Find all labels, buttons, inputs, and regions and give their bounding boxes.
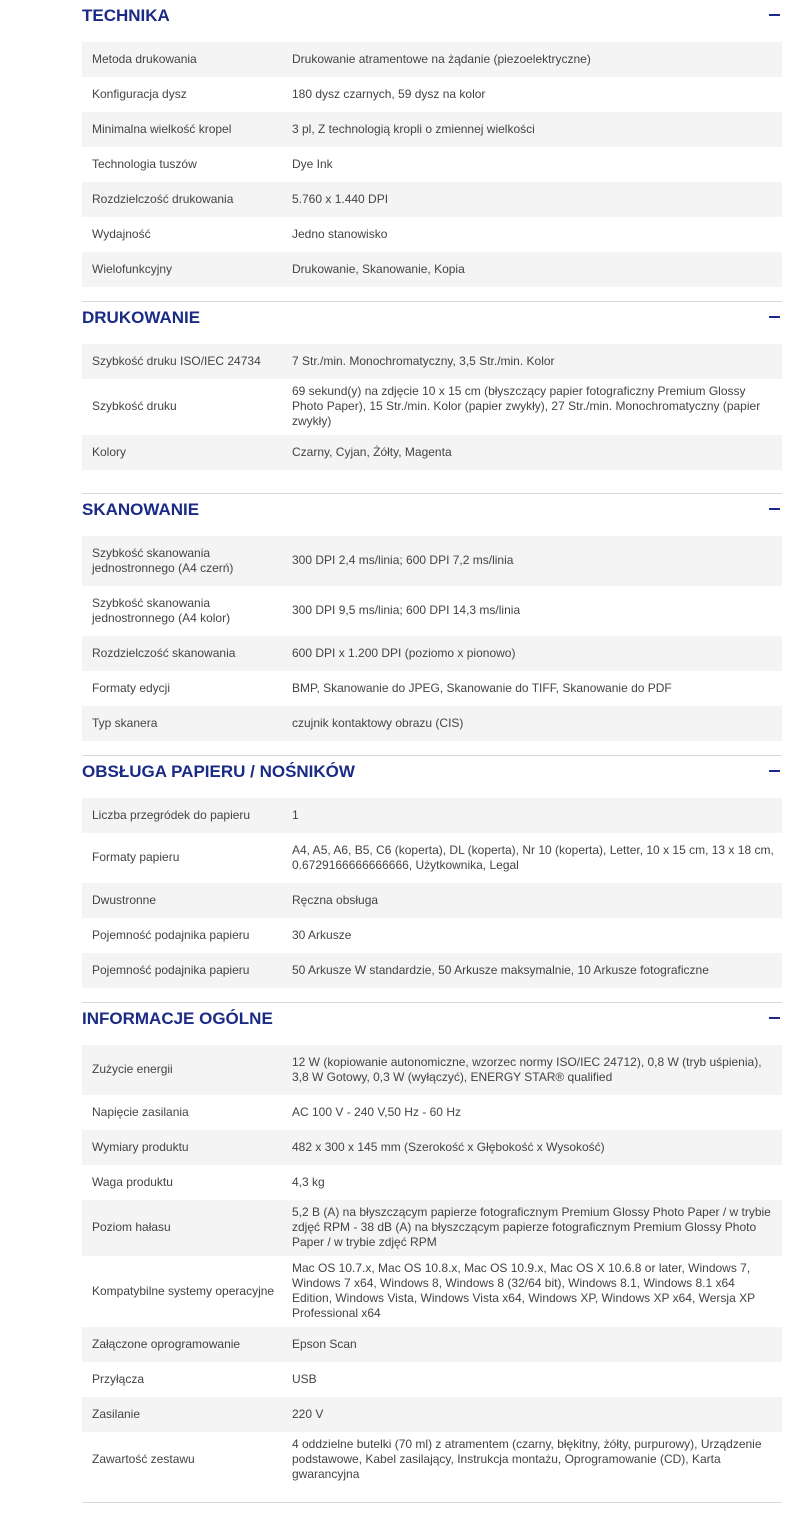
section-title: OBSŁUGA PAPIERU / NOŚNIKÓW (82, 762, 355, 781)
spec-row (82, 1045, 782, 1095)
spec-value: 300 DPI 9,5 ms/linia; 600 DPI 14,3 ms/linia (292, 603, 521, 617)
spec-row (82, 1200, 782, 1256)
section-obsługa-papieru-nośników (82, 755, 782, 988)
spec-row (82, 833, 782, 883)
spec-row (82, 918, 782, 953)
spec-label: Szybkość druku ISO/IEC 24734 (92, 354, 261, 368)
spec-label: Szybkość skanowania jednostronnego (A4 czerń) (92, 545, 234, 575)
spec-row (82, 112, 782, 147)
spec-label: Wydajność (92, 227, 151, 241)
spec-row (82, 1432, 782, 1488)
spec-row (82, 42, 782, 77)
spec-label: Waga produktu (92, 1175, 173, 1189)
minus-icon[interactable] (769, 316, 780, 318)
spec-value: 12 W (kopiowanie autonomiczne, wzorzec normy ISO/IEC 24712), 0,8 W (tryb uśpienia), 3,8 W Gotowy, 0,3 W (wyłączyć), ENERGY STAR® qualified (292, 1054, 762, 1084)
section-title: TECHNIKA (82, 6, 170, 25)
section-technika (82, 0, 782, 287)
spec-value: Epson Scan (292, 1337, 357, 1351)
spec-label: Formaty papieru (92, 850, 180, 864)
spec-table (82, 42, 782, 287)
spec-label: Kompatybilne systemy operacyjne (92, 1283, 275, 1298)
spec-row (82, 1256, 782, 1327)
minus-icon[interactable] (769, 770, 780, 772)
spec-table (82, 344, 782, 470)
spec-label: Formaty edycji (92, 681, 171, 695)
spec-label: Metoda drukowania (92, 52, 197, 66)
spec-row (82, 953, 782, 988)
minus-icon[interactable] (769, 14, 780, 16)
spec-value: 4 oddzielne butelki (70 ml) z atramentem (czarny, błękitny, żółty, purpurowy), Urządzenie podstawowe, Kabel zasilający, Instrukcja montażu, Oprogramowanie (CD), Karta gwarancyjna (292, 1437, 762, 1481)
spec-value: 180 dysz czarnych, 59 dysz na kolor (292, 87, 486, 101)
section-title: DRUKOWANIE (82, 308, 201, 327)
spec-value: 1 (292, 808, 299, 822)
spec-value: Jedno stanowisko (292, 227, 388, 241)
spec-label: Minimalna wielkość kropel (92, 122, 232, 136)
section-header[interactable] (82, 494, 782, 526)
spec-row (82, 1397, 782, 1432)
section-header[interactable] (82, 756, 782, 788)
spec-value: 220 V (292, 1407, 324, 1421)
spec-table (82, 1045, 782, 1488)
spec-value: BMP, Skanowanie do JPEG, Skanowanie do TIFF, Skanowanie do PDF (292, 681, 672, 695)
spec-label: Szybkość skanowania jednostronnego (A4 kolor) (92, 595, 231, 625)
section-header[interactable] (82, 1003, 782, 1035)
spec-value: 5.760 x 1.440 DPI (292, 192, 389, 206)
spec-value: USB (292, 1372, 317, 1386)
section-title: INFORMACJE OGÓLNE (82, 1009, 273, 1028)
section-informacje-ogólne (82, 1002, 782, 1503)
spec-value: 300 DPI 2,4 ms/linia; 600 DPI 7,2 ms/linia (292, 553, 514, 567)
spec-label: Kolory (92, 445, 127, 459)
spec-value: Dye Ink (292, 157, 333, 171)
spec-label: Wielofunkcyjny (92, 262, 173, 276)
spec-value: Ręczna obsługa (292, 893, 379, 907)
spec-table (82, 798, 782, 988)
spec-value: czujnik kontaktowy obrazu (CIS) (292, 716, 464, 730)
spec-label: Typ skanera (92, 716, 158, 730)
section-title: SKANOWANIE (82, 500, 200, 519)
spec-label: Załączone oprogramowanie (92, 1337, 241, 1351)
spec-label: Rozdzielczość skanowania (92, 646, 236, 660)
spec-row (82, 77, 782, 112)
spec-row (82, 1362, 782, 1397)
spec-label: Pojemność podajnika papieru (92, 928, 250, 942)
spec-value: 5,2 B (A) na błyszczącym papierze fotograficznym Premium Glossy Photo Paper / w trybie zdjęć RPM - 38 dB (A) na błyszczącym papierze fotograficznym Premium Glossy Photo Paper / w trybie zdjęć RPM (292, 1205, 771, 1249)
spec-value: Czarny, Cyjan, Żółty, Magenta (292, 445, 452, 459)
spec-value: Mac OS 10.7.x, Mac OS 10.8.x, Mac OS 10.9.x, Mac OS X 10.6.8 or later, Windows 7, Windows 7 x64, Windows 8, Windows 8 (32/64 bit), Windows 8.1, Windows 8.1 x64 Edition, Windows Vista, Windows Vista x64, Windows XP, Windows XP x64, Wersja XP Professional x64 (292, 1261, 755, 1320)
spec-row (82, 671, 782, 706)
section-drukowanie (82, 301, 782, 470)
spec-value: 69 sekund(y) na zdjęcie 10 x 15 cm (błyszczący papier fotograficzny Premium Glossy Photo Paper), 15 Str./min. Kolor (papier zwykły), 27 Str./min. Monochromatyczny (papier zwykły) (292, 384, 761, 428)
spec-label: Dwustronne (92, 893, 157, 907)
spec-value: Drukowanie atramentowe na żądanie (piezoelektryczne) (292, 52, 591, 66)
spec-label: Technologia tuszów (92, 157, 197, 171)
spec-row (82, 1327, 782, 1362)
spec-label: Przyłącza (92, 1372, 145, 1386)
spec-label: Zużycie energii (92, 1062, 173, 1076)
spec-row (82, 182, 782, 217)
spec-value: 600 DPI x 1.200 DPI (poziomo x pionowo) (292, 646, 516, 660)
spec-row (82, 798, 782, 833)
spec-row (82, 1165, 782, 1200)
spec-table (82, 536, 782, 741)
spec-label: Rozdzielczość drukowania (92, 192, 234, 206)
spec-row (82, 1095, 782, 1130)
spec-value: 7 Str./min. Monochromatyczny, 3,5 Str./min. Kolor (292, 354, 555, 368)
spec-row (82, 883, 782, 918)
spec-label: Wymiary produktu (92, 1140, 189, 1154)
spec-value: 482 x 300 x 145 mm (Szerokość x Głębokość x Wysokość) (292, 1140, 605, 1154)
spec-label: Zasilanie (92, 1407, 141, 1421)
section-divider (82, 1502, 782, 1503)
minus-icon[interactable] (769, 508, 780, 510)
spec-value: 50 Arkusze W standardzie, 50 Arkusze maksymalnie, 10 Arkusze fotograficzne (292, 963, 709, 977)
spec-label: Liczba przegródek do papieru (92, 808, 251, 822)
spec-row (82, 536, 782, 586)
spec-row (82, 379, 782, 435)
spec-row (82, 252, 782, 287)
minus-icon[interactable] (769, 1017, 780, 1019)
spec-label: Pojemność podajnika papieru (92, 963, 250, 977)
spec-label: Napięcie zasilania (92, 1105, 189, 1119)
spec-value: 30 Arkusze (292, 928, 352, 942)
section-header[interactable] (82, 0, 782, 32)
spec-value: 3 pl, Z technologią kropli o zmiennej wielkości (292, 122, 535, 136)
section-header[interactable] (82, 302, 782, 334)
spec-row (82, 147, 782, 182)
section-skanowanie (82, 493, 782, 741)
spec-row (82, 217, 782, 252)
spec-row (82, 706, 782, 741)
spec-row (82, 435, 782, 470)
spec-label: Konfiguracja dysz (92, 87, 187, 101)
spec-row (82, 1130, 782, 1165)
spec-value: Drukowanie, Skanowanie, Kopia (292, 262, 465, 276)
spec-row (82, 344, 782, 379)
spec-value: A4, A5, A6, B5, C6 (koperta), DL (koperta), Nr 10 (koperta), Letter, 10 x 15 cm, 13 x 18 cm, 0.6729166666666666, Użytkownika, Legal (292, 842, 774, 872)
spec-value: 4,3 kg (292, 1175, 325, 1189)
spec-value: AC 100 V - 240 V,50 Hz - 60 Hz (292, 1105, 461, 1119)
spec-row (82, 586, 782, 636)
spec-label: Poziom hałasu (92, 1220, 171, 1234)
spec-label: Szybkość druku (92, 399, 177, 413)
spec-row (82, 636, 782, 671)
spec-label: Zawartość zestawu (92, 1452, 195, 1466)
